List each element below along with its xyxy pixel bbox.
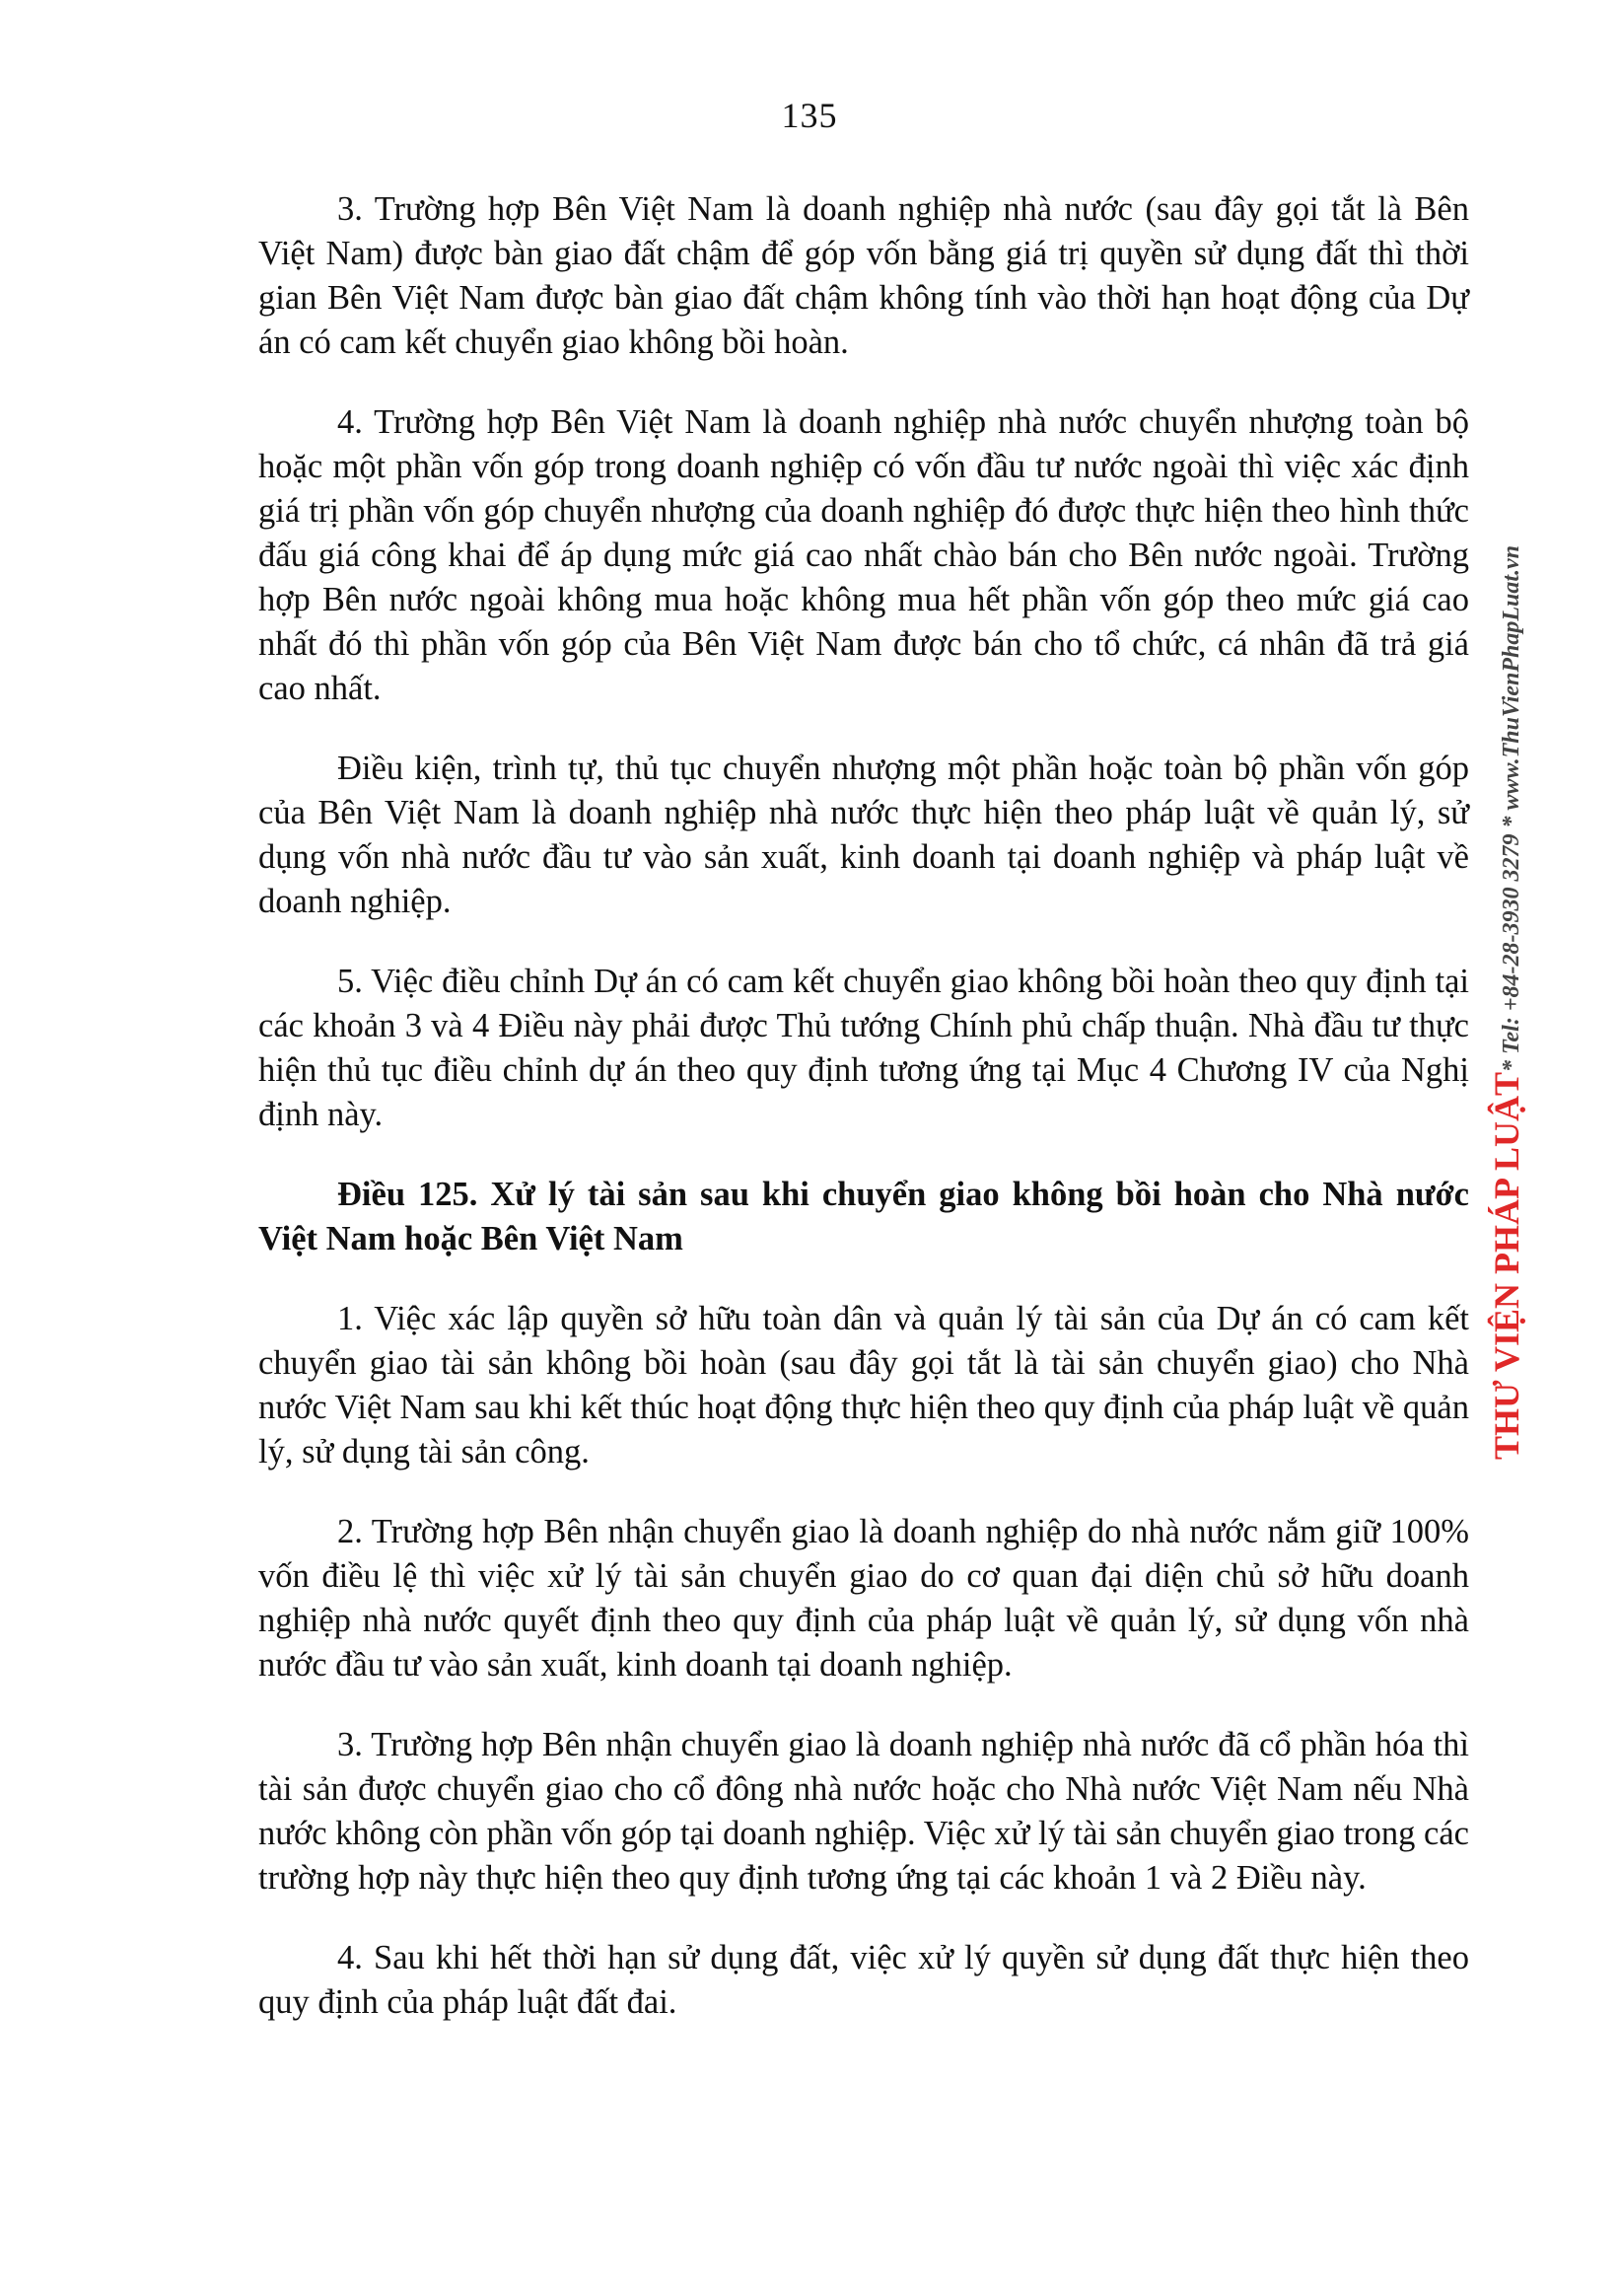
watermark-brand: THƯ VIỆN PHÁP LUẬT — [1487, 1071, 1526, 1460]
paragraph-transfer-conditions: Điều kiện, trình tự, thủ tục chuyển nhượng một phần hoặc toàn bộ phần vốn góp của Bên Việt Nam là doanh nghiệp nhà nước thực hiện theo pháp luật về quản lý, sử dụng vốn nhà nước đầu tư vào sản xuất, kinh doanh tại doanh nghiệp và pháp luật về doanh nghiệp. — [258, 750, 1469, 920]
article-125-clause-4: 4. Sau khi hết thời hạn sử dụng đất, việc xử lý quyền sử dụng đất thực hiện theo quy định của pháp luật đất đai. — [258, 1939, 1469, 2021]
article-125-heading: Điều 125. Xử lý tài sản sau khi chuyển giao không bồi hoàn cho Nhà nước Việt Nam hoặc Bên Việt Nam — [258, 1176, 1469, 1257]
document-body — [258, 187, 1469, 2060]
paragraph-clause-5: 5. Việc điều chỉnh Dự án có cam kết chuyển giao không bồi hoàn theo quy định tại các khoản 3 và 4 Điều này phải được Thủ tướng Chính phủ chấp thuận. Nhà đầu tư thực hiện thủ tục điều chỉnh dự án theo quy định tương ứng tại Mục 4 Chương IV của Nghị định này. — [258, 963, 1469, 1133]
page-number: 135 — [781, 96, 838, 135]
watermark-contact: * Tel: +84-28-3930 3279 * www.ThuVienPhapLuat.vn — [1499, 545, 1524, 1072]
paragraph-clause-4: 4. Trường hợp Bên Việt Nam là doanh nghiệp nhà nước chuyển nhượng toàn bộ hoặc một phần vốn góp trong doanh nghiệp có vốn đầu tư nước ngoài thì việc xác định giá trị phần vốn góp chuyển nhượng của doanh nghiệp đó được thực hiện theo hình thức đấu giá công khai để áp dụng mức giá cao nhất chào bán cho Bên nước ngoài. Trường hợp Bên nước ngoài không mua hoặc không mua hết phần vốn góp theo mức giá cao nhất đó thì phần vốn góp của Bên Việt Nam được bán cho tổ chức, cá nhân đã trả giá cao nhất. — [258, 403, 1469, 707]
paragraph-clause-3: 3. Trường hợp Bên Việt Nam là doanh nghiệp nhà nước (sau đây gọi tắt là Bên Việt Nam) được bàn giao đất chậm để góp vốn bằng giá trị quyền sử dụng đất thì thời gian Bên Việt Nam được bàn giao đất chậm không tính vào thời hạn hoạt động của Dự án có cam kết chuyển giao không bồi hoàn. — [258, 190, 1469, 361]
side-watermark — [1489, 545, 1529, 1460]
article-125-clause-1: 1. Việc xác lập quyền sở hữu toàn dân và quản lý tài sản của Dự án có cam kết chuyển giao tài sản không bồi hoàn (sau đây gọi tắt là tài sản chuyển giao) cho Nhà nước Việt Nam sau khi kết thúc hoạt động thực hiện theo quy định của pháp luật về quản lý, sử dụng tài sản công. — [258, 1300, 1469, 1471]
article-125-clause-2: 2. Trường hợp Bên nhận chuyển giao là doanh nghiệp do nhà nước nắm giữ 100% vốn điều lệ thì việc xử lý tài sản chuyển giao do cơ quan đại diện chủ sở hữu doanh nghiệp nhà nước quyết định theo quy định của pháp luật về quản lý, sử dụng vốn nhà nước đầu tư vào sản xuất, kinh doanh tại doanh nghiệp. — [258, 1513, 1469, 1684]
article-125-clause-3: 3. Trường hợp Bên nhận chuyển giao là doanh nghiệp nhà nước đã cổ phần hóa thì tài sản được chuyển giao cho cổ đông nhà nước hoặc cho Nhà nước Việt Nam nếu Nhà nước không còn phần vốn góp tại doanh nghiệp. Việc xử lý tài sản chuyển giao trong các trường hợp này thực hiện theo quy định tương ứng tại các khoản 1 và 2 Điều này. — [258, 1726, 1469, 1897]
